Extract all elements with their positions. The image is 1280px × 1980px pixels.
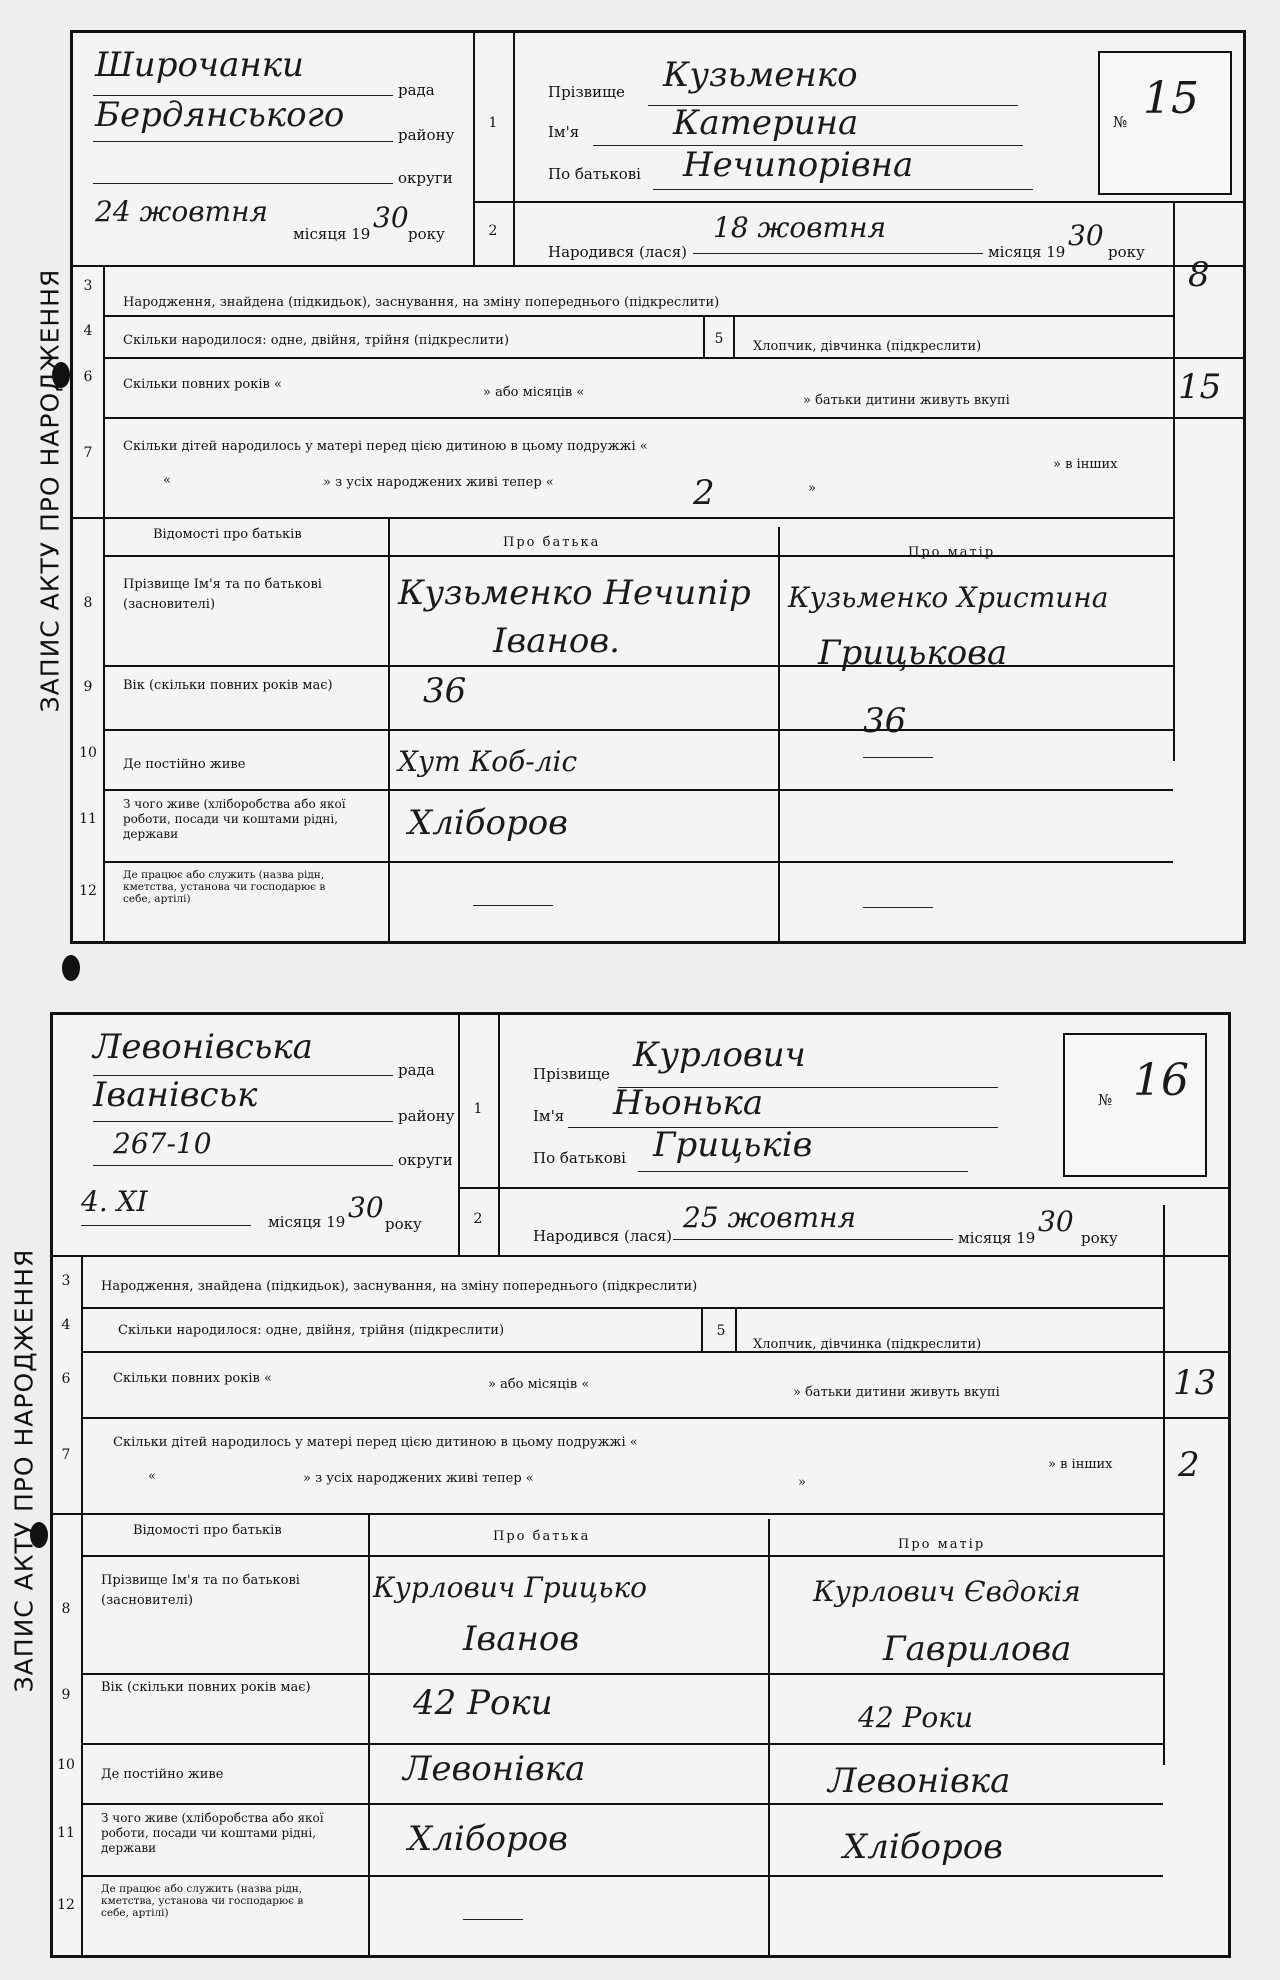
row-number-1: 1 <box>473 1101 483 1117</box>
birth-year-value: 30 <box>1038 1205 1074 1238</box>
vidomosti-label: Відомості про батьків <box>153 527 302 542</box>
okrug-value: 267-10 <box>113 1127 212 1160</box>
record-number: 16 <box>1133 1055 1189 1106</box>
pro-batka-label: Про батька <box>493 1529 591 1544</box>
father-residence-value: Хут Коб-ліс <box>398 745 578 778</box>
raion-value: Бердянського <box>95 95 345 135</box>
row-line <box>81 1743 1163 1745</box>
row7a-label: Скільки дітей народилось у матері перед цією дитиною в цьому подружжі « <box>123 439 648 454</box>
header-divider <box>458 1015 460 1255</box>
parents-header-line <box>103 555 1173 557</box>
row-line <box>81 1803 1163 1805</box>
misiatsia-label: місяця 19 <box>293 225 371 243</box>
row-number-2: 2 <box>488 223 498 239</box>
row4-divider <box>701 1307 703 1351</box>
raion-line <box>93 141 393 142</box>
mother-age-value: 42 Роки <box>858 1701 973 1734</box>
imia-label: Ім'я <box>533 1107 565 1125</box>
name-value: Ньонька <box>613 1083 764 1123</box>
mother-age-value: 36 <box>863 701 907 741</box>
row6c-label: » батьки дитини живуть вкупі <box>803 393 1010 408</box>
row-number-2: 2 <box>473 1211 483 1227</box>
row5-label: Хлопчик, дівчинка (підкреслити) <box>753 339 982 354</box>
row6b-label: » або місяців « <box>488 1377 590 1392</box>
mother-name-line1: Курлович Євдокія <box>813 1575 1081 1608</box>
row7b-label: » в інших <box>1053 457 1118 472</box>
patronymic-line <box>638 1171 968 1172</box>
nomer-label: № <box>1113 113 1128 131</box>
row-number-4: 4 <box>83 323 93 339</box>
father-work-dash <box>463 1919 523 1920</box>
raion-line <box>93 1121 393 1122</box>
row-number-5: 5 <box>714 331 724 347</box>
row-line <box>81 1875 1163 1877</box>
row8-label: Прізвище Ім'я та по батькові (засновителі) <box>101 1573 300 1608</box>
okrug-line <box>93 1165 393 1166</box>
row-number-6: 6 <box>83 369 93 385</box>
row12-label: Де працює або служить (назва рідн, кметства, установа чи господарює в себе, артілі) <box>123 869 326 905</box>
row9-label: Вік (скільки повних років має) <box>101 1680 311 1695</box>
side-mark: 8 <box>1188 255 1210 295</box>
row7b-label: » в інших <box>1048 1457 1113 1472</box>
narodyvsia-label: Народився (лася) <box>533 1227 673 1245</box>
row10-label: Де постійно живе <box>123 757 246 772</box>
right-col-divider <box>1173 201 1175 761</box>
row5-divider <box>735 1307 737 1351</box>
rada-value: Левонівська <box>93 1027 313 1067</box>
header-num-divider <box>513 33 515 265</box>
name-value: Катерина <box>673 103 859 143</box>
row10-label: Де постійно живе <box>101 1767 224 1782</box>
row-number-12: 12 <box>79 883 97 899</box>
parents-col2 <box>778 527 780 941</box>
header-mid-line <box>458 1187 1228 1189</box>
row-number-9: 9 <box>61 1687 71 1703</box>
row-line <box>103 417 1243 419</box>
row-line <box>103 357 1243 359</box>
row-line <box>103 665 1173 667</box>
patronymic-line <box>653 189 1033 190</box>
header-num-divider <box>498 1015 500 1255</box>
row3-label: Народження, знайдена (підкидьок), заснування, на зміну попереднього (підкреслити) <box>101 1279 698 1294</box>
birth-misiatsia-label: місяця 19 <box>988 243 1066 261</box>
header-mid-line <box>473 201 1243 203</box>
row-line <box>81 1307 1163 1309</box>
birth-record-2 <box>50 1012 1231 1958</box>
row11-label: З чого живе (хліборобства або якої роботи, посади чи коштами рідні, держави <box>123 797 346 841</box>
registration-year: 30 <box>373 201 409 234</box>
mother-age-line <box>863 757 933 758</box>
row6a-label: Скільки повних років « <box>113 1371 272 1386</box>
sidebar-title: ЗАПИС АКТУ ПРО НАРОДЖЕННЯ <box>35 268 65 712</box>
row-number-7: 7 <box>61 1447 71 1463</box>
birth-day-line <box>693 253 983 254</box>
row4-label: Скільки народилося: одне, двійня, трійня (підкреслити) <box>123 333 510 348</box>
pro-matir-label: Про матір <box>898 1537 986 1552</box>
rada-label: рада <box>398 81 435 99</box>
years-together-value: 13 <box>1173 1363 1217 1403</box>
row-number-4: 4 <box>61 1317 71 1333</box>
okrug-label: округи <box>398 1151 453 1169</box>
birth-year-value: 30 <box>1068 219 1104 252</box>
rada-label: рада <box>398 1061 435 1079</box>
row-number-12: 12 <box>57 1897 75 1913</box>
children-alive-value: 2 <box>693 473 715 513</box>
father-name-line2: Іванов <box>463 1619 580 1659</box>
children-other-value: 2 <box>1178 1445 1200 1485</box>
row-number-11: 11 <box>57 1825 75 1841</box>
prizvyshche-label: Прізвище <box>533 1065 610 1083</box>
okrug-line <box>93 183 393 184</box>
sidebar-title: ЗАПИС АКТУ ПРО НАРОДЖЕННЯ <box>9 1248 39 1692</box>
mother-occupation-value: Хліборов <box>843 1827 1003 1867</box>
parents-header-line <box>81 1555 1163 1557</box>
mother-name-line1: Кузьменко Христина <box>788 581 1109 614</box>
row-line <box>103 789 1173 791</box>
father-age-value: 42 Роки <box>413 1683 553 1723</box>
raion-value: Іванівськ <box>93 1075 258 1115</box>
row-line <box>81 1673 1163 1675</box>
registration-day: 4. XI <box>81 1185 148 1218</box>
row3-label: Народження, знайдена (підкидьок), заснування, на зміну попереднього (підкреслити) <box>123 295 720 310</box>
mother-name-line2: Гаврилова <box>883 1629 1072 1669</box>
row-line <box>103 861 1173 863</box>
row11-label: З чого живе (хліборобства або якої роботи, посади чи коштами рідні, держави <box>101 1811 324 1855</box>
birth-day-value: 25 жовтня <box>683 1201 857 1234</box>
patronymic-value: Нечипорівна <box>683 145 914 185</box>
narodyvsia-label: Народився (лася) <box>548 243 688 261</box>
father-residence-value: Левонівка <box>403 1749 586 1789</box>
patronymic-value: Грицьків <box>653 1125 813 1165</box>
roku-label: року <box>385 1215 422 1233</box>
registration-day: 24 жовтня <box>95 195 269 228</box>
row7d-label: » з усіх народжених живі тепер « <box>303 1471 534 1486</box>
row-number-5: 5 <box>716 1323 726 1339</box>
registration-year: 30 <box>348 1191 384 1224</box>
row7d-label: » з усіх народжених живі тепер « <box>323 475 554 490</box>
num-col-divider <box>81 1255 83 1955</box>
row-number-3: 3 <box>83 278 93 294</box>
roku-label: року <box>408 225 445 243</box>
father-name-line1: Кузьменко Нечипір <box>398 573 751 613</box>
misiatsia-label: місяця 19 <box>268 1213 346 1231</box>
right-col-divider <box>1163 1205 1165 1765</box>
vidomosti-label: Відомості про батьків <box>133 1523 282 1538</box>
punch-hole <box>62 955 80 981</box>
row7c-label: « <box>163 473 171 488</box>
pro-batka-label: Про батька <box>503 535 601 550</box>
reg-day-line <box>81 1225 251 1226</box>
row4-divider <box>703 315 705 357</box>
birth-record-1 <box>70 30 1246 944</box>
parents-top-line <box>73 517 1173 519</box>
father-work-dash <box>473 905 553 906</box>
row-number-10: 10 <box>57 1757 75 1773</box>
row7c-label: « <box>148 1469 156 1484</box>
row-number-8: 8 <box>83 595 93 611</box>
po-batkovi-label: По батькові <box>548 165 641 183</box>
birth-day-value: 18 жовтня <box>713 211 887 244</box>
nomer-label: № <box>1098 1091 1113 1109</box>
birth-day-line <box>673 1239 953 1240</box>
birth-roku-label: року <box>1108 243 1145 261</box>
row8-label: Прізвище Ім'я та по батькові (засновителі) <box>123 577 322 612</box>
okrug-label: округи <box>398 169 453 187</box>
row6a-label: Скільки повних років « <box>123 377 282 392</box>
father-name-line1: Курлович Грицько <box>373 1571 648 1604</box>
imia-label: Ім'я <box>548 123 580 141</box>
parents-top-line <box>53 1513 1163 1515</box>
parents-col2 <box>768 1519 770 1955</box>
prizvyshche-label: Прізвище <box>548 83 625 101</box>
mother-work-dash <box>863 907 933 908</box>
row-number-10: 10 <box>79 745 97 761</box>
record-number: 15 <box>1143 73 1199 124</box>
row-line <box>103 315 1173 317</box>
row-number-1: 1 <box>488 115 498 131</box>
mother-name-line2: Грицькова <box>818 633 1008 673</box>
row5-label: Хлопчик, дівчинка (підкреслити) <box>753 1337 982 1352</box>
row-line <box>73 265 1243 267</box>
row6c-label: » батьки дитини живуть вкупі <box>793 1385 1000 1400</box>
parents-col1 <box>368 1513 370 1955</box>
row-number-7: 7 <box>83 445 93 461</box>
row-number-8: 8 <box>61 1601 71 1617</box>
surname-value: Курлович <box>633 1035 806 1075</box>
row4-label: Скільки народилося: одне, двійня, трійня (підкреслити) <box>118 1323 505 1338</box>
row7a-label: Скільки дітей народилось у матері перед цією дитиною в цьому подружжі « <box>113 1435 638 1450</box>
years-together-value: 15 <box>1178 367 1222 407</box>
surname-value: Кузьменко <box>663 55 858 95</box>
row-line <box>53 1255 1228 1257</box>
father-age-value: 36 <box>423 671 467 711</box>
row-number-11: 11 <box>79 811 97 827</box>
row-line <box>81 1417 1228 1419</box>
row7e-label: » <box>808 481 816 496</box>
rada-value: Широчанки <box>95 45 304 85</box>
row5-divider <box>733 315 735 357</box>
raion-label: району <box>398 126 455 144</box>
birth-roku-label: року <box>1081 1229 1118 1247</box>
row12-label: Де працює або служить (назва рідн, кметства, установа чи господарює в себе, артілі) <box>101 1883 304 1919</box>
father-name-line2: Іванов. <box>493 621 620 661</box>
num-col-divider <box>103 265 105 941</box>
birth-misiatsia-label: місяця 19 <box>958 1229 1036 1247</box>
row6b-label: » або місяців « <box>483 385 585 400</box>
mother-residence-value: Левонівка <box>828 1761 1011 1801</box>
row-number-3: 3 <box>61 1273 71 1289</box>
row9-label: Вік (скільки повних років має) <box>123 678 333 693</box>
row-line <box>103 729 1173 731</box>
row-number-9: 9 <box>83 679 93 695</box>
father-occupation-value: Хліборов <box>408 803 568 843</box>
po-batkovi-label: По батькові <box>533 1149 626 1167</box>
father-occupation-value: Хліборов <box>408 1819 568 1859</box>
raion-label: району <box>398 1107 455 1125</box>
row7e-label: » <box>798 1475 806 1490</box>
row-number-6: 6 <box>61 1371 71 1387</box>
pro-matir-label: Про матір <box>908 545 996 560</box>
row-line <box>81 1351 1228 1353</box>
header-divider <box>473 33 475 265</box>
